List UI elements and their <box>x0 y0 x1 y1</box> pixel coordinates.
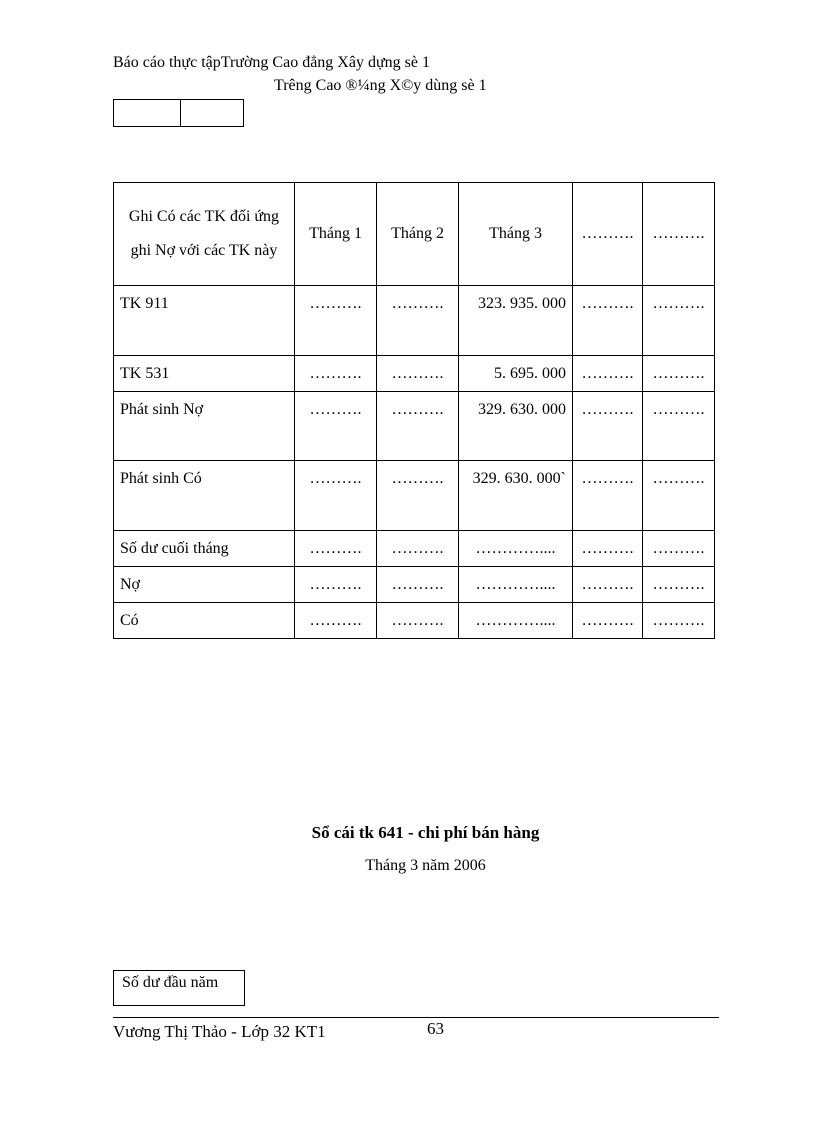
row-label: Phát sinh Nợ <box>114 392 295 461</box>
row-label: TK 911 <box>114 286 295 356</box>
cell: ………. <box>377 531 459 567</box>
cell: ………….... <box>459 531 573 567</box>
cell: ………. <box>573 531 643 567</box>
table-row <box>114 392 715 461</box>
column-header-month-1: Tháng 1 <box>295 183 377 286</box>
cell: ………….... <box>459 567 573 603</box>
cell: ………. <box>643 531 715 567</box>
cell: 323. 935. 000 <box>459 286 573 356</box>
row-label: Nợ <box>114 567 295 603</box>
ledger-subtitle: Tháng 3 năm 2006 <box>365 857 486 874</box>
cell: ………. <box>643 392 715 461</box>
cell: 329. 630. 000 <box>459 392 573 461</box>
cell: 5. 695. 000 <box>459 356 573 392</box>
column-header-accounts: Ghi Có các TK đối ứng ghi Nợ với các TK này <box>114 183 295 286</box>
row-label: Phát sinh Có <box>114 461 295 531</box>
opening-balance-box: Số dư đầu năm <box>113 970 245 1006</box>
cell: ………. <box>377 356 459 392</box>
cell: ………. <box>643 356 715 392</box>
page-number: 63 <box>427 1019 444 1038</box>
account-ledger-table <box>113 182 715 639</box>
row-label: Có <box>114 603 295 639</box>
cell: ………. <box>377 392 459 461</box>
column-header-month-3: Tháng 3 <box>459 183 573 286</box>
table-row <box>114 603 715 639</box>
cell: ………….... <box>459 603 573 639</box>
empty-box-cell <box>114 100 181 126</box>
cell: ………. <box>643 567 715 603</box>
header-line-1: Báo cáo thực tậpTrường Cao đẳng Xây dựng sè 1 <box>113 54 430 71</box>
cell: ………. <box>295 531 377 567</box>
footer-divider <box>113 1017 719 1018</box>
column-header-blank: ………. <box>643 183 715 286</box>
cell: ………. <box>573 286 643 356</box>
column-header-blank: ………. <box>573 183 643 286</box>
cell: ………. <box>377 567 459 603</box>
empty-header-box <box>113 99 244 127</box>
cell: ………. <box>643 461 715 531</box>
cell: 329. 630. 000` <box>459 461 573 531</box>
table-row <box>114 356 715 392</box>
row-label: TK 531 <box>114 356 295 392</box>
cell: ………. <box>643 603 715 639</box>
cell: ………. <box>377 286 459 356</box>
footer-author: Vương Thị Thảo - Lớp 32 KT1 <box>113 1022 326 1041</box>
table-row <box>114 567 715 603</box>
table-header-row <box>114 183 715 286</box>
cell: ………. <box>573 392 643 461</box>
cell: ………. <box>295 567 377 603</box>
cell: ………. <box>573 461 643 531</box>
cell: ………. <box>573 567 643 603</box>
cell: ………. <box>643 286 715 356</box>
cell: ………. <box>295 392 377 461</box>
cell: ………. <box>295 461 377 531</box>
row-label: Số dư cuối tháng <box>114 531 295 567</box>
ledger-title: Sổ cái tk 641 - chi phí bán hàng <box>311 823 540 842</box>
cell: ………. <box>377 461 459 531</box>
cell: ………. <box>295 603 377 639</box>
cell: ………. <box>573 603 643 639</box>
table-row <box>114 461 715 531</box>
empty-box-cell <box>181 100 243 126</box>
cell: ………. <box>295 356 377 392</box>
header-line-2: Trêng Cao ®¼ng X©y dùng sè 1 <box>274 77 487 94</box>
cell: ………. <box>377 603 459 639</box>
table-row <box>114 286 715 356</box>
column-header-month-2: Tháng 2 <box>377 183 459 286</box>
table-row <box>114 531 715 567</box>
cell: ………. <box>295 286 377 356</box>
cell: ………. <box>573 356 643 392</box>
